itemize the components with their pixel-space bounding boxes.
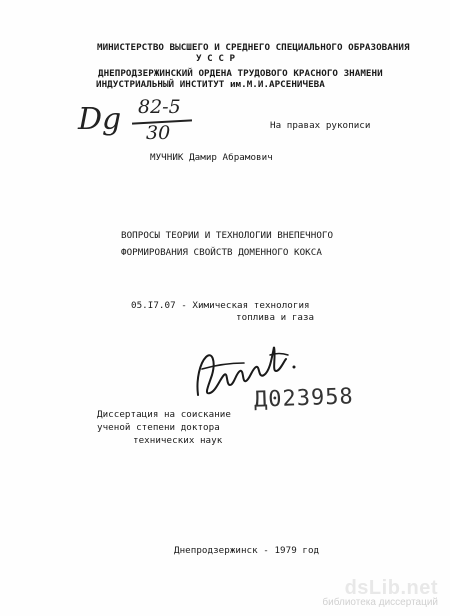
author-name: МУЧНИК Дамир Абрамович xyxy=(150,152,273,163)
institute-line-2: ИНДУСТРИАЛЬНЫЙ ИНСТИТУТ им.М.И.АРСЕНИЧЕВА xyxy=(96,79,325,90)
institute-line-1: ДНЕПРОДЗЕРЖИНСКИЙ ОРДЕНА ТРУДОВОГО КРАСНОГО ЗНАМЕНИ xyxy=(98,68,383,79)
ministry-line-2: У С С Р xyxy=(196,53,236,64)
watermark-logo-main: dsLib xyxy=(344,577,401,599)
rights-note: На правах рукописи xyxy=(270,120,371,131)
degree-line-3: технических наук xyxy=(133,435,223,446)
ministry-line-1: МИНИСТЕРСТВО ВЫСШЕГО И СРЕДНЕГО СПЕЦИАЛЬНОГО ОБРАЗОВАНИЯ xyxy=(97,42,410,53)
title-line-1: ВОПРОСЫ ТЕОРИИ И ТЕХНОЛОГИИ ВНЕПЕЧНОГО xyxy=(121,230,334,241)
watermark-logo-tld: .net xyxy=(400,577,438,599)
watermark-subtitle: библиотека диссертаций xyxy=(322,597,438,608)
index-denominator: 30 xyxy=(146,122,171,144)
index-numerator: 82-5 xyxy=(138,96,181,118)
title-line-2: ФОРМИРОВАНИЯ СВОЙСТВ ДОМЕННОГО КОКСА xyxy=(121,247,322,258)
handwritten-index xyxy=(76,96,216,156)
degree-line-1: Диссертация на соискание xyxy=(97,409,231,420)
watermark xyxy=(322,577,438,608)
inventory-stamp: Д023958 xyxy=(253,384,355,413)
degree-line-2: ученой степени доктора xyxy=(97,422,220,433)
index-prefix: Dg xyxy=(78,102,122,137)
specialty-line-1: 05.I7.07 - Химическая технология xyxy=(131,300,310,311)
specialty-line-2: топлива и газа xyxy=(236,312,315,323)
footer-city-year: Днепродзержинск - 1979 год xyxy=(174,545,320,556)
